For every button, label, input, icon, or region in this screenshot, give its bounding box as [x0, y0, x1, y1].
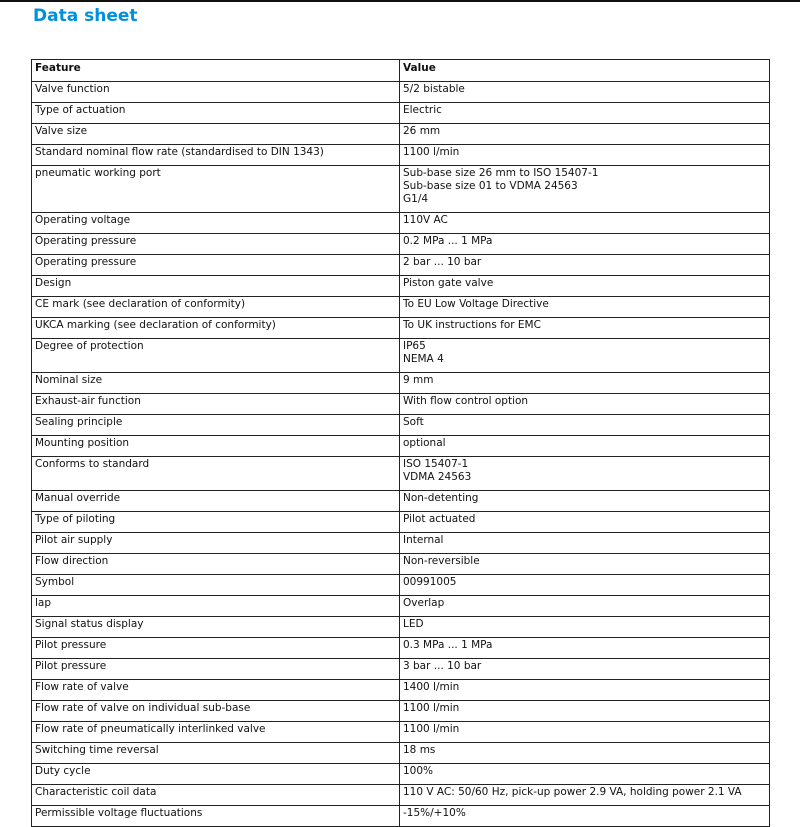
feature-column-header: Feature — [32, 60, 400, 82]
value-line: With flow control option — [403, 395, 529, 407]
feature-cell: Characteristic coil data — [32, 785, 400, 806]
feature-cell: Flow rate of valve — [32, 680, 400, 701]
feature-cell: Operating pressure — [32, 234, 400, 255]
table-body — [32, 82, 770, 827]
value-cell — [400, 512, 770, 533]
feature-cell: lap — [32, 596, 400, 617]
feature-cell: UKCA marking (see declaration of conformity) — [32, 318, 400, 339]
table-row — [32, 575, 770, 596]
value-line: 26 mm — [403, 125, 441, 137]
feature-cell: Valve size — [32, 124, 400, 145]
value-cell — [400, 806, 770, 827]
value-line: 5/2 bistable — [403, 83, 465, 95]
feature-cell: Type of actuation — [32, 103, 400, 124]
table-row — [32, 373, 770, 394]
value-cell — [400, 491, 770, 512]
value-cell — [400, 82, 770, 103]
value-line: 1400 l/min — [403, 681, 460, 693]
value-line: To EU Low Voltage Directive — [403, 298, 549, 310]
value-cell — [400, 785, 770, 806]
table-row — [32, 234, 770, 255]
value-cell — [400, 339, 770, 373]
feature-cell: Flow rate of pneumatically interlinked valve — [32, 722, 400, 743]
table-row — [32, 554, 770, 575]
table-row — [32, 785, 770, 806]
value-line: optional — [403, 437, 446, 449]
feature-cell: Degree of protection — [32, 339, 400, 373]
table-row — [32, 638, 770, 659]
table-row — [32, 806, 770, 827]
table-row — [32, 533, 770, 554]
table-row — [32, 124, 770, 145]
feature-cell: Pilot air supply — [32, 533, 400, 554]
value-cell — [400, 743, 770, 764]
table-row — [32, 166, 770, 213]
value-line: 3 bar ... 10 bar — [403, 660, 482, 672]
feature-cell: CE mark (see declaration of conformity) — [32, 297, 400, 318]
value-cell — [400, 722, 770, 743]
value-line: IP65 — [403, 340, 426, 352]
value-line: 110V AC — [403, 214, 448, 226]
feature-cell: pneumatic working port — [32, 166, 400, 213]
value-line: 110 V AC: 50/60 Hz, pick-up power 2.9 VA, holding power 2.1 VA — [403, 786, 742, 798]
table-row — [32, 82, 770, 103]
value-cell — [400, 680, 770, 701]
data-sheet-table — [31, 59, 770, 827]
value-line: 9 mm — [403, 374, 434, 386]
value-column-header: Value — [400, 60, 770, 82]
value-line: Non-reversible — [403, 555, 480, 567]
table-row — [32, 596, 770, 617]
value-line: G1/4 — [403, 193, 429, 205]
value-line: Non-detenting — [403, 492, 479, 504]
value-line: 1100 l/min — [403, 723, 460, 735]
value-line: NEMA 4 — [403, 353, 444, 365]
value-cell — [400, 145, 770, 166]
top-rule — [0, 0, 800, 2]
table-row — [32, 617, 770, 638]
value-cell — [400, 533, 770, 554]
value-line: -15%/+10% — [403, 807, 466, 819]
table-row — [32, 339, 770, 373]
value-cell — [400, 255, 770, 276]
table-row — [32, 318, 770, 339]
feature-cell: Conforms to standard — [32, 457, 400, 491]
value-line: 1100 l/min — [403, 146, 460, 158]
value-line: To UK instructions for EMC — [403, 319, 541, 331]
table-row — [32, 436, 770, 457]
feature-cell: Mounting position — [32, 436, 400, 457]
table-row — [32, 103, 770, 124]
value-line: Sub-base size 26 mm to ISO 15407-1 — [403, 167, 599, 179]
table-row — [32, 276, 770, 297]
table-row — [32, 743, 770, 764]
value-line: Overlap — [403, 597, 445, 609]
table-row — [32, 297, 770, 318]
value-line: 1100 l/min — [403, 702, 460, 714]
value-line: Sub-base size 01 to VDMA 24563 — [403, 180, 578, 192]
value-cell — [400, 659, 770, 680]
value-cell — [400, 124, 770, 145]
table-row — [32, 415, 770, 436]
table-header-row — [32, 60, 770, 82]
feature-cell: Valve function — [32, 82, 400, 103]
feature-cell: Manual override — [32, 491, 400, 512]
value-cell — [400, 318, 770, 339]
value-cell — [400, 415, 770, 436]
value-line: 100% — [403, 765, 434, 777]
value-line: ISO 15407-1 — [403, 458, 469, 470]
table-row — [32, 255, 770, 276]
feature-cell: Permissible voltage fluctuations — [32, 806, 400, 827]
value-cell — [400, 234, 770, 255]
value-line: 0.3 MPa ... 1 MPa — [403, 639, 493, 651]
value-line: 00991005 — [403, 576, 457, 588]
feature-cell: Operating pressure — [32, 255, 400, 276]
feature-cell: Symbol — [32, 575, 400, 596]
feature-cell: Flow direction — [32, 554, 400, 575]
feature-cell: Standard nominal flow rate (standardised to DIN 1343) — [32, 145, 400, 166]
value-cell — [400, 297, 770, 318]
value-cell — [400, 213, 770, 234]
value-line: Soft — [403, 416, 424, 428]
value-line: LED — [403, 618, 424, 630]
value-cell — [400, 701, 770, 722]
table-row — [32, 491, 770, 512]
value-line: Electric — [403, 104, 442, 116]
table-row — [32, 457, 770, 491]
value-cell — [400, 373, 770, 394]
value-line: 0.2 MPa ... 1 MPa — [403, 235, 493, 247]
value-cell — [400, 394, 770, 415]
table-row — [32, 512, 770, 533]
feature-cell: Nominal size — [32, 373, 400, 394]
value-cell — [400, 638, 770, 659]
feature-cell: Flow rate of valve on individual sub-base — [32, 701, 400, 722]
value-cell — [400, 764, 770, 785]
table-row — [32, 701, 770, 722]
value-line: Piston gate valve — [403, 277, 494, 289]
table-row — [32, 764, 770, 785]
page-title: Data sheet — [33, 6, 138, 26]
table-row — [32, 659, 770, 680]
feature-cell: Pilot pressure — [32, 659, 400, 680]
value-cell — [400, 166, 770, 213]
value-line: Pilot actuated — [403, 513, 476, 525]
feature-cell: Sealing principle — [32, 415, 400, 436]
value-cell — [400, 596, 770, 617]
feature-cell: Pilot pressure — [32, 638, 400, 659]
feature-cell: Switching time reversal — [32, 743, 400, 764]
value-cell — [400, 575, 770, 596]
table-row — [32, 145, 770, 166]
feature-cell: Type of piloting — [32, 512, 400, 533]
table-row — [32, 213, 770, 234]
value-line: Internal — [403, 534, 444, 546]
table-row — [32, 680, 770, 701]
value-cell — [400, 617, 770, 638]
value-cell — [400, 103, 770, 124]
table-row — [32, 394, 770, 415]
feature-cell: Design — [32, 276, 400, 297]
value-cell — [400, 554, 770, 575]
value-line: VDMA 24563 — [403, 471, 472, 483]
value-line: 18 ms — [403, 744, 436, 756]
table-row — [32, 722, 770, 743]
value-cell — [400, 457, 770, 491]
value-cell — [400, 276, 770, 297]
value-line: 2 bar ... 10 bar — [403, 256, 482, 268]
feature-cell: Duty cycle — [32, 764, 400, 785]
feature-cell: Exhaust-air function — [32, 394, 400, 415]
feature-cell: Signal status display — [32, 617, 400, 638]
feature-cell: Operating voltage — [32, 213, 400, 234]
value-cell — [400, 436, 770, 457]
